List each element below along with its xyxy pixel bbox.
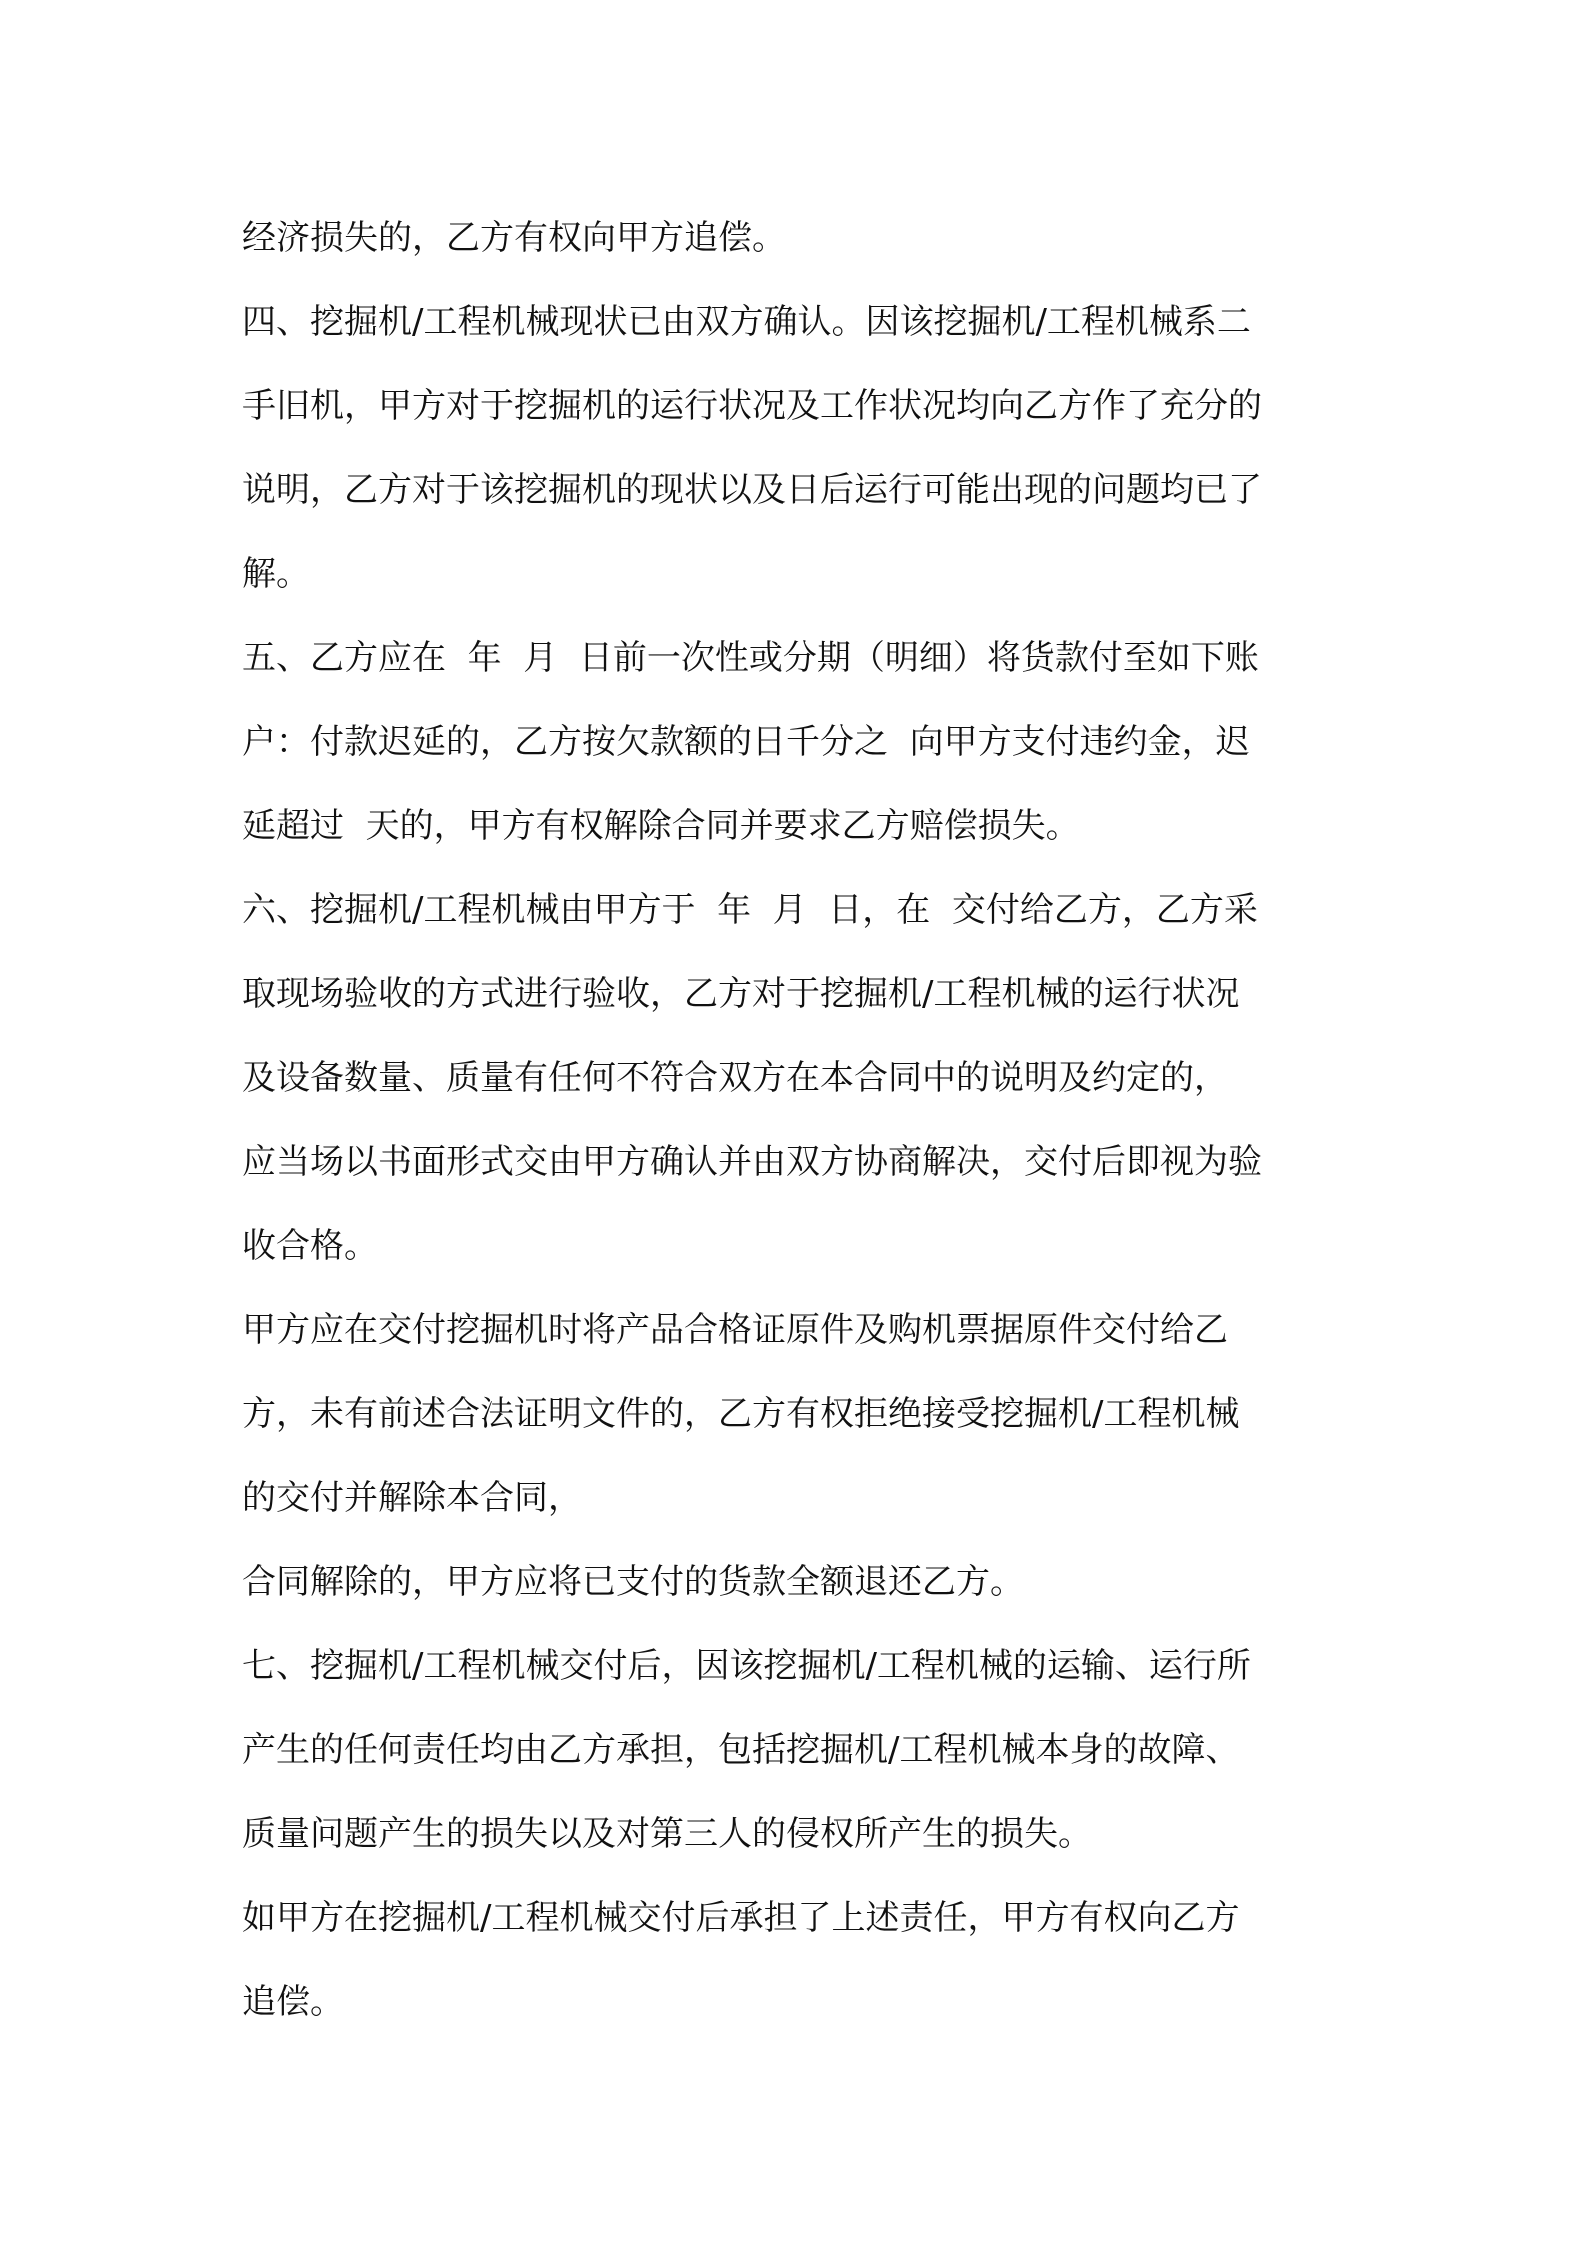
text-line: 延超过 天的，甲方有权解除合同并要求乙方赔偿损失。 bbox=[242, 806, 1080, 846]
text-line: 收合格。 bbox=[242, 1226, 378, 1266]
text-line: 追偿。 bbox=[242, 1982, 344, 2022]
contract-text bbox=[242, 196, 1362, 2044]
text-line: 合同解除的，甲方应将已支付的货款全额退还乙方。 bbox=[242, 1562, 1024, 1602]
text-line: 如甲方在挖掘机/工程机械交付后承担了上述责任，甲方有权向乙方 bbox=[242, 1898, 1240, 1938]
text-line: 质量问题产生的损失以及对第三人的侵权所产生的损失。 bbox=[242, 1814, 1092, 1854]
text-line: 方，未有前述合法证明文件的，乙方有权拒绝接受挖掘机/工程机械 bbox=[242, 1394, 1240, 1434]
text-line: 的交付并解除本合同， bbox=[242, 1478, 582, 1518]
text-line: 七、挖掘机/工程机械交付后，因该挖掘机/工程机械的运输、运行所 bbox=[242, 1646, 1251, 1686]
text-line: 产生的任何责任均由乙方承担，包括挖掘机/工程机械本身的故障、 bbox=[242, 1730, 1240, 1770]
text-line: 经济损失的，乙方有权向甲方追偿。 bbox=[242, 218, 786, 258]
text-line: 应当场以书面形式交由甲方确认并由双方协商解决，交付后即视为验 bbox=[242, 1142, 1262, 1182]
text-line: 五、乙方应在 年 月 日前一次性或分期（明细）将货款付至如下账 bbox=[242, 638, 1259, 678]
text-line: 户：付款迟延的，乙方按欠款额的日千分之 向甲方支付违约金，迟 bbox=[242, 722, 1250, 762]
text-line: 甲方应在交付挖掘机时将产品合格证原件及购机票据原件交付给乙 bbox=[242, 1310, 1228, 1350]
text-line: 六、挖掘机/工程机械由甲方于 年 月 日，在 交付给乙方，乙方采 bbox=[242, 890, 1258, 930]
text-line: 取现场验收的方式进行验收，乙方对于挖掘机/工程机械的运行状况 bbox=[242, 974, 1240, 1014]
text-line: 手旧机，甲方对于挖掘机的运行状况及工作状况均向乙方作了充分的 bbox=[242, 386, 1262, 426]
text-line: 四、挖掘机/工程机械现状已由双方确认。因该挖掘机/工程机械系二 bbox=[242, 302, 1251, 342]
text-line: 及设备数量、质量有任何不符合双方在本合同中的说明及约定的， bbox=[242, 1058, 1228, 1098]
text-line: 说明，乙方对于该挖掘机的现状以及日后运行可能出现的问题均已了 bbox=[242, 470, 1262, 510]
text-line: 解。 bbox=[242, 554, 310, 594]
